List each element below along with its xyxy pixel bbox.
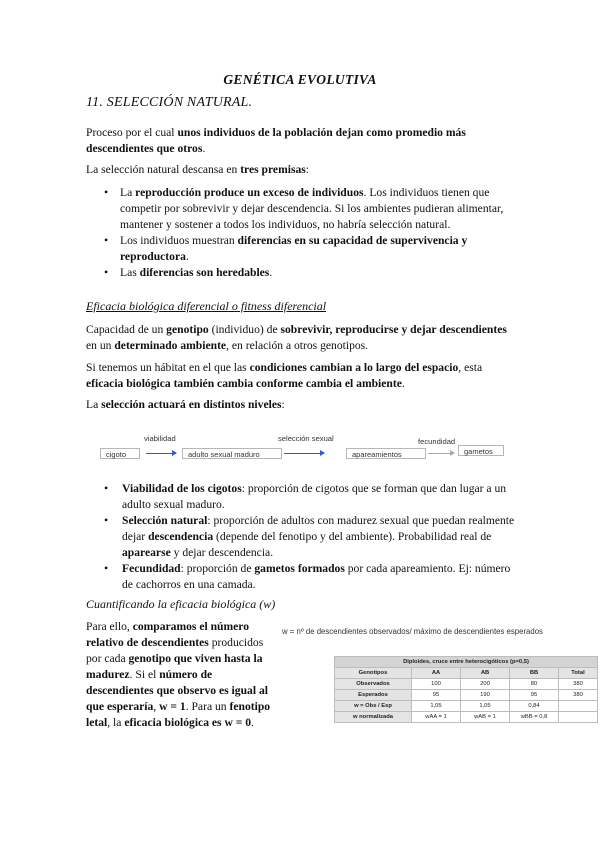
row-header: w normalizada [335,712,412,723]
row-header: Observados [335,679,412,690]
table-cell: 380 [559,690,598,701]
table-row [335,690,598,701]
table-cell: 1,05 [412,701,461,712]
table-cell: wAA = 1 [412,712,461,723]
column-header: Total [559,668,598,679]
capacidad-paragraph: Capacidad de un genotipo (individuo) de sobrevivir, reproducirse y dejar descendientes en un determinado ambiente, en relación a otros genotipos. [86,323,507,352]
list-item: • Fecundidad: proporción de gametos formados por cada apareamiento. Ej: número de cachorros en una camada. [104,561,511,591]
column-header: AB [461,668,510,679]
row-header: w = Obs / Esp [335,701,412,712]
table-row [335,701,598,712]
list-item: • Selección natural: proporción de adultos con madurez sexual que puedan realmente dejar descendencia (depende del fenotipo y del ambiente). Probabilidad real de aparearse y dejar descendencia. [104,513,515,559]
column-header: AA [412,668,461,679]
list-item: • Las diferencias son heredables. [104,265,273,279]
table-cell [559,701,598,712]
bullet-icon: • [104,233,109,247]
table-cell: 95 [510,690,559,701]
eficacia-heading: Eficacia biológica diferencial o fitness diferencial [86,299,327,313]
list-item: • La reproducción produce un exceso de individuos. Los individuos tienen que competir por sobrevivir y dejar descendencia. Si los ambientes pudieran alimentar, mantener y sostener a todos los individuos, no habría selección natural. [104,185,504,231]
table-cell: wBB = 0,8 [510,712,559,723]
document-title: GENÉTICA EVOLUTIVA [223,72,377,87]
table-cell: 80 [510,679,559,690]
table-cell: 200 [461,679,510,690]
flow-box-apareamientos: apareamientos [346,448,426,459]
habitat-paragraph: Si tenemos un hábitat en el que las condiciones cambian a lo largo del espacio, esta eficacia biológica también cambia conforme cambia el ambiente. [86,361,483,390]
table-row [335,679,598,690]
table-title-row [335,657,598,668]
flow-label-fecundidad: fecundidad [418,437,456,446]
arrow-icon [284,453,324,454]
premisas-paragraph: La selección natural descansa en tres premisas: [86,163,310,176]
column-header: Genotipos [335,668,412,679]
bullet-icon: • [104,561,109,575]
table-cell: 1,05 [461,701,510,712]
comparacion-paragraph: Para ello, comparamos el número relativo de descendientes producidos por cada genotipo que viven hasta la madurez. Si el número de descendientes que observo es igual al que esperaría, w = 1. Para un fenotipo letal, la eficacia biológica es w = 0. [86,620,271,729]
bullet-icon: • [104,185,109,199]
section-heading: 11. SELECCIÓN NATURAL. [86,95,253,110]
column-header: BB [510,668,559,679]
list-item: • Viabilidad de los cigotos: proporción de cigotos que se forman que dan lugar a un adulto sexual maduro. [104,481,507,511]
niveles-paragraph: La selección actuará en distintos niveles: [86,398,285,411]
arrow-icon [428,453,454,454]
table-cell [559,712,598,723]
fitness-formula: w = nº de descendientes observados/ máximo de descendientes esperados [282,627,543,636]
intro-paragraph: Proceso por el cual unos individuos de la población dejan como promedio más descendientes que otros. [86,126,466,155]
list-item: • Los individuos muestran diferencias en su capacidad de supervivencia y reproductora. [104,233,468,263]
selection-levels-diagram [96,412,512,472]
table-cell: wAB = 1 [461,712,510,723]
flow-box-cigoto: cigoto [100,448,140,459]
table-cell: 0,84 [510,701,559,712]
table-cell: 190 [461,690,510,701]
table-cell: 100 [412,679,461,690]
fitness-table [334,656,598,723]
row-header: Esperados [335,690,412,701]
cuantificando-heading: Cuantificando la eficacia biológica (w) [86,597,276,611]
bullet-icon: • [104,481,109,495]
table-cell: 95 [412,690,461,701]
table-title: Diploides, cruce entre heterocigóticos (p=0,5) [335,657,598,668]
niveles-list [104,481,516,593]
table-row [335,712,598,723]
flow-label-seleccion-sexual: selección sexual [278,434,334,443]
arrow-icon [146,453,176,454]
table-cell: 380 [559,679,598,690]
flow-box-gametos: gametos [458,445,504,456]
premisas-list [104,185,512,281]
table-header-row [335,668,598,679]
flow-box-adulto: adulto sexual maduro [182,448,282,459]
flow-label-viabilidad: viabilidad [144,434,176,443]
bullet-icon: • [104,265,109,279]
bullet-icon: • [104,513,109,527]
